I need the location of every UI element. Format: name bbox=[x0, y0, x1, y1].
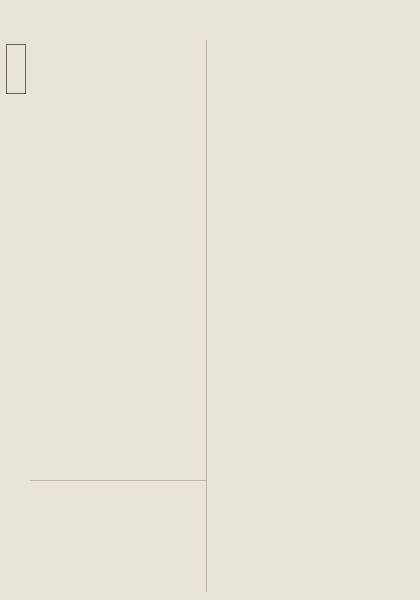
entry-text bbox=[52, 485, 202, 494]
side-tab bbox=[6, 44, 26, 94]
right-column bbox=[208, 24, 414, 594]
post-office-index bbox=[30, 100, 206, 498]
left-column bbox=[30, 40, 207, 592]
akita-entry bbox=[30, 480, 206, 593]
